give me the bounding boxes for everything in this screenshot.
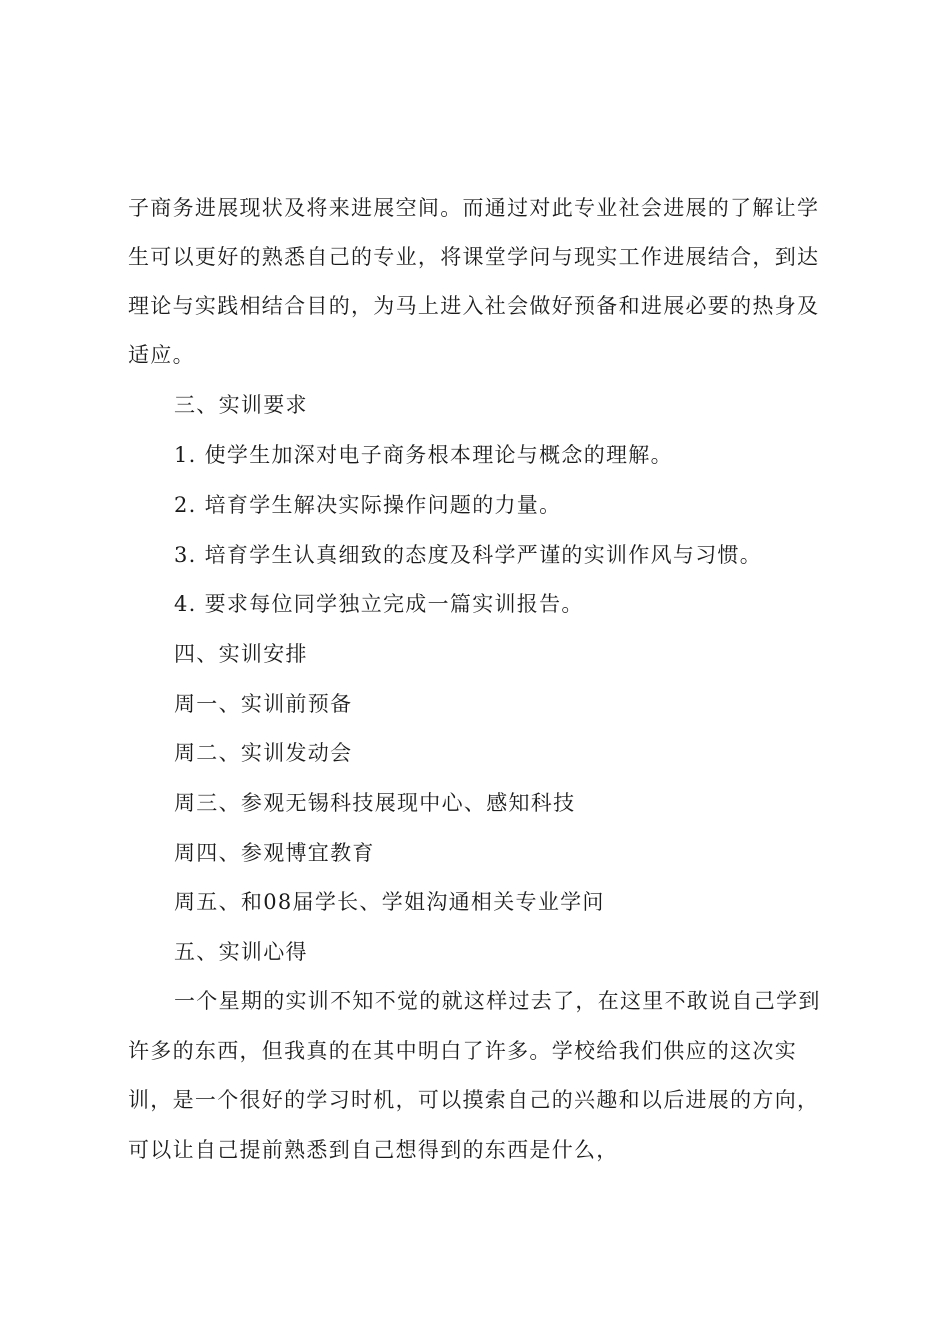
schedule-item: 周三、参观无锡科技展现中心、感知科技 bbox=[174, 791, 576, 815]
section-heading-experience: 五、实训心得 bbox=[174, 940, 308, 964]
schedule-item: 周一、实训前预备 bbox=[174, 692, 353, 716]
requirement-item: 4. 要求每位同学独立完成一篇实训报告。 bbox=[174, 592, 584, 616]
schedule-item: 周四、参观博宜教育 bbox=[174, 841, 375, 865]
experience-paragraph-line: 训，是一个很好的学习时机，可以摸索自己的兴趣和以后进展的方向， bbox=[128, 1088, 820, 1112]
requirement-item: 2. 培育学生解决实际操作问题的力量。 bbox=[174, 493, 562, 517]
intro-paragraph-line: 子商务进展现状及将来进展空间。而通过对此专业社会进展的了解让学 bbox=[128, 196, 820, 220]
experience-paragraph-line: 可以让自己提前熟悉到自己想得到的东西是什么， bbox=[128, 1138, 619, 1162]
intro-paragraph-line: 理论与实践相结合目的，为马上进入社会做好预备和进展必要的热身及 bbox=[128, 294, 820, 318]
intro-paragraph-line: 适应。 bbox=[128, 343, 195, 367]
experience-paragraph-line: 一个星期的实训不知不觉的就这样过去了，在这里不敢说自己学到 bbox=[174, 989, 821, 1013]
intro-paragraph-line: 生可以更好的熟悉自己的专业，将课堂学问与现实工作进展结合，到达 bbox=[128, 245, 820, 269]
section-heading-schedule: 四、实训安排 bbox=[174, 642, 308, 666]
section-heading-requirements: 三、实训要求 bbox=[174, 393, 308, 417]
schedule-item: 周五、和08届学长、学姐沟通相关专业学问 bbox=[174, 890, 605, 914]
requirement-item: 3. 培育学生认真细致的态度及科学严谨的实训作风与习惯。 bbox=[174, 543, 763, 567]
requirement-item: 1. 使学生加深对电子商务根本理论与概念的理解。 bbox=[174, 443, 673, 467]
schedule-item: 周二、实训发动会 bbox=[174, 741, 353, 765]
experience-paragraph-line: 许多的东西，但我真的在其中明白了许多。学校给我们供应的这次实 bbox=[128, 1039, 797, 1063]
